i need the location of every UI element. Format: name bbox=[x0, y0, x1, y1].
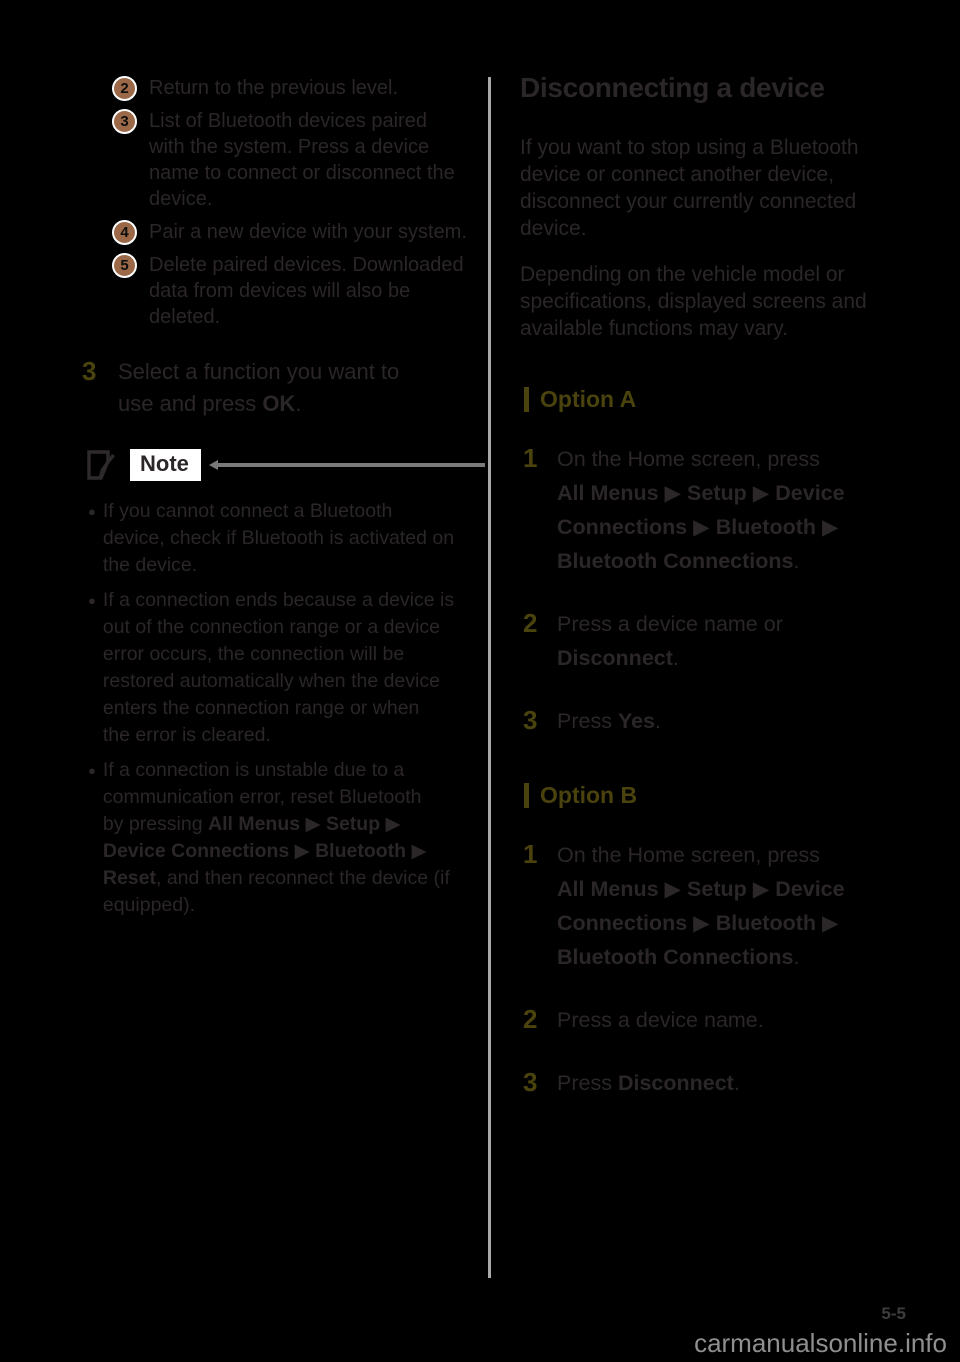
callout-list bbox=[85, 75, 485, 330]
page-number: 5-5 bbox=[881, 1304, 906, 1323]
step-number: 2 bbox=[523, 608, 538, 638]
note-header bbox=[86, 448, 485, 482]
callout-number-badge: 3 bbox=[112, 109, 137, 134]
bullet-text: If a connection is unstable due to a communication error, reset Bluetooth by pressing All Menus ▶ Setup ▶ Device Connections ▶ Bluetooth ▶ Reset, and then reconnect the device (if equipped). bbox=[102, 759, 450, 916]
watermark: carmanualsonline.info bbox=[694, 1328, 947, 1358]
option-step bbox=[523, 704, 880, 738]
note-label: Note bbox=[130, 449, 201, 481]
callout-number-badge: 2 bbox=[112, 76, 137, 101]
left-step bbox=[82, 356, 485, 420]
step-text: Press a device name. bbox=[557, 1008, 764, 1032]
option-step bbox=[523, 838, 880, 974]
option-step bbox=[523, 442, 880, 578]
bullet-dot: ● bbox=[88, 504, 96, 519]
bullet-text: If a connection ends because a device is out of the connection range or a device error occurs, the connection will be restored automatically when the device enters the connection range or when the error is cleared. bbox=[102, 589, 455, 746]
option-step bbox=[523, 1003, 880, 1037]
option-sections bbox=[520, 386, 880, 1100]
step-number: 3 bbox=[523, 705, 538, 735]
callout-item bbox=[112, 108, 485, 212]
option-label: Option A bbox=[540, 386, 637, 412]
option-step bbox=[523, 607, 880, 675]
step-text: Select a function you want to use and press OK. bbox=[118, 359, 400, 416]
note-bullet-list bbox=[85, 498, 485, 919]
bullet-dot: ● bbox=[88, 593, 96, 608]
callout-text: Return to the previous level. bbox=[149, 77, 399, 99]
intro-paragraph: If you want to stop using a Bluetooth device or connect another device, disconnect your currently connected device. bbox=[520, 136, 859, 240]
step-number: 1 bbox=[523, 443, 538, 473]
bullet-dot: ● bbox=[88, 763, 96, 778]
option-section bbox=[520, 386, 880, 738]
section-heading: Disconnecting a device bbox=[520, 72, 825, 103]
option-header bbox=[524, 782, 880, 809]
step-number: 3 bbox=[82, 356, 97, 386]
callout-number-badge: 5 bbox=[112, 253, 137, 278]
callout-item bbox=[112, 219, 485, 245]
option-header bbox=[524, 386, 880, 413]
step-number: 2 bbox=[523, 1004, 538, 1034]
intro-paragraph: Depending on the vehicle model or specifications, displayed screens and available functions may vary. bbox=[520, 263, 867, 340]
option-bar bbox=[524, 783, 529, 808]
column-divider bbox=[488, 77, 491, 1278]
note-rule bbox=[217, 463, 485, 467]
note-pencil-icon bbox=[86, 448, 118, 482]
note-bullet bbox=[88, 757, 485, 919]
callout-text: Pair a new device with your system. bbox=[149, 221, 467, 243]
callout-item bbox=[112, 252, 485, 330]
right-column bbox=[520, 72, 880, 1100]
step-text: On the Home screen, press All Menus ▶ Setup ▶ Device Connections ▶ Bluetooth ▶ Bluetooth Connections. bbox=[557, 843, 845, 969]
step-number: 1 bbox=[523, 839, 538, 869]
left-column bbox=[82, 75, 485, 927]
step-number: 3 bbox=[523, 1067, 538, 1097]
callout-text: Delete paired devices. Downloaded data from devices will also be deleted. bbox=[149, 254, 464, 328]
step-text: Press a device name or Disconnect. bbox=[557, 612, 783, 670]
note-bullet bbox=[88, 498, 485, 579]
option-bar bbox=[524, 387, 529, 412]
callout-text: List of Bluetooth devices paired with the system. Press a device name to connect or disconnect the device. bbox=[149, 110, 455, 210]
callout-number-badge: 4 bbox=[112, 220, 137, 245]
option-section bbox=[520, 782, 880, 1100]
step-text: Press Yes. bbox=[557, 709, 661, 733]
callout-item bbox=[112, 75, 485, 101]
option-step bbox=[523, 1066, 880, 1100]
step-text: Press Disconnect. bbox=[557, 1071, 740, 1095]
intro-paragraphs bbox=[520, 134, 880, 342]
step-text: On the Home screen, press All Menus ▶ Setup ▶ Device Connections ▶ Bluetooth ▶ Bluetooth Connections. bbox=[557, 447, 845, 573]
note-bullet bbox=[88, 587, 485, 749]
option-label: Option B bbox=[540, 782, 638, 808]
bullet-text: If you cannot connect a Bluetooth device, check if Bluetooth is activated on the device. bbox=[102, 500, 455, 576]
